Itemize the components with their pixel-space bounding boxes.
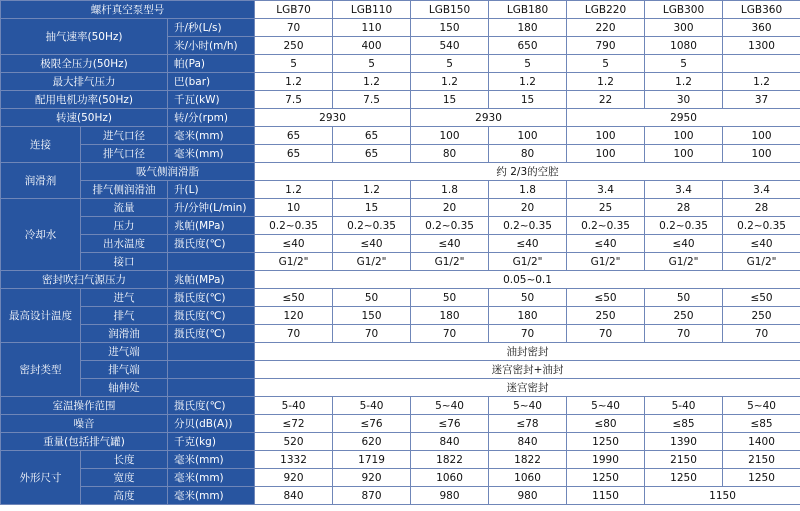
value-cell: 5: [411, 55, 489, 73]
empty-unit: [168, 361, 255, 379]
value-cell: 180: [411, 307, 489, 325]
value-cell: 920: [333, 469, 411, 487]
value-cell: 5~40: [411, 397, 489, 415]
value-cell: 1080: [645, 37, 723, 55]
value-cell: ≤40: [255, 235, 333, 253]
value-cell: 15: [489, 91, 567, 109]
seal-shaft-row: [1, 379, 800, 397]
unit-label: 毫米(mm): [168, 469, 255, 487]
value-cell: ≤50: [255, 289, 333, 307]
sub-label: 排气端: [81, 361, 168, 379]
unit-label: 转/分(rpm): [168, 109, 255, 127]
sub-label: 流量: [81, 199, 168, 217]
value-cell: G1/2": [489, 253, 567, 271]
model-name: LGB300: [645, 1, 723, 19]
value-cell: 0.2~0.35: [333, 217, 411, 235]
value-cell: 1150: [645, 487, 800, 505]
value-cell: 2930: [411, 109, 567, 127]
seal-intake-row: [1, 343, 800, 361]
unit-label: 摄氏度(℃): [168, 235, 255, 253]
value-cell: 3.4: [645, 181, 723, 199]
unit-label: 兆帕(MPa): [168, 271, 255, 289]
value-cell: 5: [567, 55, 645, 73]
cooling-water-label: 冷却水: [1, 199, 81, 271]
value-cell: 1.2: [723, 73, 800, 91]
value-cell: 30: [645, 91, 723, 109]
value-cell: G1/2": [411, 253, 489, 271]
unit-label: 毫米(mm): [168, 451, 255, 469]
value-cell: 150: [411, 19, 489, 37]
unit-label: 毫米(mm): [168, 127, 255, 145]
value-cell: ≤40: [723, 235, 800, 253]
speed-label: 转速(50Hz): [1, 109, 168, 127]
value-cell: ≤85: [723, 415, 800, 433]
value-cell: 20: [411, 199, 489, 217]
value-cell: 100: [411, 127, 489, 145]
seal-purge-row: [1, 271, 800, 289]
value-cell: 2930: [255, 109, 411, 127]
value-cell: G1/2": [255, 253, 333, 271]
lubricant-label: 润滑剂: [1, 163, 81, 199]
value-cell: 70: [567, 325, 645, 343]
value-cell: 100: [723, 145, 800, 163]
value-cell: 1332: [255, 451, 333, 469]
value-cell: 10: [255, 199, 333, 217]
seal-purge-label: 密封吹扫气源压力: [1, 271, 168, 289]
oil-row: [1, 181, 800, 199]
value-cell: 50: [489, 289, 567, 307]
value-cell: ≤40: [645, 235, 723, 253]
value-cell: 1.8: [411, 181, 489, 199]
motor-power-label: 配用电机功率(50Hz): [1, 91, 168, 109]
value-cell: 1.8: [489, 181, 567, 199]
sub-label: 压力: [81, 217, 168, 235]
value-cell: 1300: [723, 37, 800, 55]
value-cell: 28: [723, 199, 800, 217]
value-cell: 15: [411, 91, 489, 109]
value-cell: 870: [333, 487, 411, 505]
value-cell: 1400: [723, 433, 800, 451]
sub-label: 长度: [81, 451, 168, 469]
value-cell: 22: [567, 91, 645, 109]
empty-unit: [168, 343, 255, 361]
dimensions-label: 外形尺寸: [1, 451, 81, 505]
value-cell: 2150: [645, 451, 723, 469]
outlet-diameter-row: [1, 145, 800, 163]
value-cell: 迷宫密封: [255, 379, 800, 397]
model-name: LGB220: [567, 1, 645, 19]
value-cell: ≤50: [723, 289, 800, 307]
value-cell: 1.2: [489, 73, 567, 91]
noise-label: 噪音: [1, 415, 168, 433]
sub-label: 排气口径: [81, 145, 168, 163]
value-cell: 250: [645, 307, 723, 325]
sub-label: 润滑油: [81, 325, 168, 343]
value-cell: 180: [489, 19, 567, 37]
value-cell: 1390: [645, 433, 723, 451]
value-cell: ≤40: [489, 235, 567, 253]
value-cell: 约 2/3的空腔: [255, 163, 800, 181]
value-cell: 5-40: [333, 397, 411, 415]
value-cell: 1.2: [333, 181, 411, 199]
value-cell: ≤80: [567, 415, 645, 433]
design-temp-oil-row: [1, 325, 800, 343]
model-name: LGB180: [489, 1, 567, 19]
value-cell: 2950: [567, 109, 800, 127]
value-cell: 25: [567, 199, 645, 217]
empty-unit: [168, 253, 255, 271]
value-cell: 迷宫密封+油封: [255, 361, 800, 379]
value-cell: 300: [645, 19, 723, 37]
value-cell: 150: [333, 307, 411, 325]
model-name: LGB360: [723, 1, 800, 19]
value-cell: 250: [567, 307, 645, 325]
weight-label: 重量(包括排气罐): [1, 433, 168, 451]
empty-unit: [168, 379, 255, 397]
connection-label: 连接: [1, 127, 81, 163]
value-cell: 1.2: [411, 73, 489, 91]
height-row: [1, 487, 800, 505]
value-cell: 1060: [489, 469, 567, 487]
value-cell: 70: [255, 325, 333, 343]
cooling-outlet-temp-row: [1, 235, 800, 253]
sub-label: 吸气侧润滑脂: [81, 163, 255, 181]
value-cell: 1.2: [255, 73, 333, 91]
unit-label: 米/小时(m/h): [168, 37, 255, 55]
value-cell: ≤76: [333, 415, 411, 433]
sub-label: 排气侧润滑油: [81, 181, 168, 199]
cooling-pressure-row: [1, 217, 800, 235]
sub-label: 进气: [81, 289, 168, 307]
value-cell: 65: [255, 127, 333, 145]
value-cell: 70: [255, 19, 333, 37]
unit-label: 毫米(mm): [168, 487, 255, 505]
value-cell: 980: [411, 487, 489, 505]
value-cell: 120: [255, 307, 333, 325]
value-cell: ≤72: [255, 415, 333, 433]
value-cell: 65: [255, 145, 333, 163]
operating-temp-label: 室温操作范围: [1, 397, 168, 415]
seal-exhaust-row: [1, 361, 800, 379]
sub-label: 出水温度: [81, 235, 168, 253]
value-cell: 250: [723, 307, 800, 325]
value-cell: [723, 55, 800, 73]
value-cell: 65: [333, 145, 411, 163]
max-exhaust-pressure-label: 最大排气压力: [1, 73, 168, 91]
model-header-label: 螺杆真空泵型号: [1, 1, 255, 19]
value-cell: 3.4: [567, 181, 645, 199]
value-cell: 1.2: [255, 181, 333, 199]
value-cell: 5~40: [567, 397, 645, 415]
max-design-temp-label: 最高设计温度: [1, 289, 81, 343]
value-cell: G1/2": [645, 253, 723, 271]
value-cell: 790: [567, 37, 645, 55]
pumping-speed-label: 抽气速率(50Hz): [1, 19, 168, 55]
value-cell: 100: [489, 127, 567, 145]
unit-label: 摄氏度(℃): [168, 325, 255, 343]
value-cell: 5-40: [645, 397, 723, 415]
noise-row: [1, 415, 800, 433]
pumping-speed-ls-row: [1, 19, 800, 37]
value-cell: 980: [489, 487, 567, 505]
unit-label: 摄氏度(℃): [168, 307, 255, 325]
design-temp-intake-row: [1, 289, 800, 307]
value-cell: 0.2~0.35: [411, 217, 489, 235]
value-cell: ≤40: [567, 235, 645, 253]
value-cell: 1.2: [567, 73, 645, 91]
value-cell: 28: [645, 199, 723, 217]
unit-label: 千瓦(kW): [168, 91, 255, 109]
value-cell: G1/2": [723, 253, 800, 271]
model-name: LGB70: [255, 1, 333, 19]
value-cell: 2150: [723, 451, 800, 469]
value-cell: 5~40: [489, 397, 567, 415]
value-cell: 840: [255, 487, 333, 505]
value-cell: 50: [645, 289, 723, 307]
unit-label: 帕(Pa): [168, 55, 255, 73]
value-cell: G1/2": [333, 253, 411, 271]
header-row: [1, 1, 800, 19]
sub-label: 轴伸处: [81, 379, 168, 397]
value-cell: 100: [645, 127, 723, 145]
value-cell: ≤50: [567, 289, 645, 307]
unit-label: 分贝(dB(A)): [168, 415, 255, 433]
speed-row: [1, 109, 800, 127]
max-exhaust-pressure-row: [1, 73, 800, 91]
ultimate-pressure-label: 极限全压力(50Hz): [1, 55, 168, 73]
value-cell: 7.5: [333, 91, 411, 109]
value-cell: 840: [489, 433, 567, 451]
value-cell: 70: [333, 325, 411, 343]
value-cell: 1822: [411, 451, 489, 469]
value-cell: 50: [411, 289, 489, 307]
cooling-port-row: [1, 253, 800, 271]
value-cell: 1990: [567, 451, 645, 469]
value-cell: 100: [567, 145, 645, 163]
value-cell: 0.2~0.35: [255, 217, 333, 235]
value-cell: 360: [723, 19, 800, 37]
value-cell: G1/2": [567, 253, 645, 271]
value-cell: 油封密封: [255, 343, 800, 361]
value-cell: 80: [411, 145, 489, 163]
value-cell: 50: [333, 289, 411, 307]
value-cell: 37: [723, 91, 800, 109]
value-cell: 1250: [723, 469, 800, 487]
grease-row: [1, 163, 800, 181]
value-cell: 100: [723, 127, 800, 145]
sub-label: 进气端: [81, 343, 168, 361]
sub-label: 排气: [81, 307, 168, 325]
motor-power-row: [1, 91, 800, 109]
value-cell: 5: [489, 55, 567, 73]
value-cell: 400: [333, 37, 411, 55]
ultimate-pressure-row: [1, 55, 800, 73]
value-cell: 0.2~0.35: [489, 217, 567, 235]
value-cell: 5: [645, 55, 723, 73]
value-cell: 5: [333, 55, 411, 73]
value-cell: ≤40: [411, 235, 489, 253]
value-cell: 620: [333, 433, 411, 451]
value-cell: 110: [333, 19, 411, 37]
value-cell: 840: [411, 433, 489, 451]
value-cell: ≤78: [489, 415, 567, 433]
unit-label: 升/秒(L/s): [168, 19, 255, 37]
value-cell: ≤85: [645, 415, 723, 433]
value-cell: 1250: [567, 469, 645, 487]
value-cell: 1719: [333, 451, 411, 469]
value-cell: 180: [489, 307, 567, 325]
value-cell: 100: [567, 127, 645, 145]
value-cell: ≤40: [333, 235, 411, 253]
value-cell: 1250: [645, 469, 723, 487]
value-cell: 0.2~0.35: [723, 217, 800, 235]
unit-label: 摄氏度(℃): [168, 289, 255, 307]
weight-row: [1, 433, 800, 451]
value-cell: 15: [333, 199, 411, 217]
value-cell: 70: [723, 325, 800, 343]
value-cell: 540: [411, 37, 489, 55]
value-cell: 0.05~0.1: [255, 271, 800, 289]
width-row: [1, 469, 800, 487]
value-cell: 100: [645, 145, 723, 163]
value-cell: 520: [255, 433, 333, 451]
unit-label: 毫米(mm): [168, 145, 255, 163]
sub-label: 宽度: [81, 469, 168, 487]
value-cell: 220: [567, 19, 645, 37]
value-cell: 1150: [567, 487, 645, 505]
operating-temp-row: [1, 397, 800, 415]
seal-type-label: 密封类型: [1, 343, 81, 397]
value-cell: 920: [255, 469, 333, 487]
model-name: LGB150: [411, 1, 489, 19]
unit-label: 巴(bar): [168, 73, 255, 91]
unit-label: 升(L): [168, 181, 255, 199]
value-cell: 1.2: [333, 73, 411, 91]
value-cell: ≤76: [411, 415, 489, 433]
value-cell: 5-40: [255, 397, 333, 415]
unit-label: 摄氏度(℃): [168, 397, 255, 415]
inlet-diameter-row: [1, 127, 800, 145]
value-cell: 3.4: [723, 181, 800, 199]
value-cell: 70: [411, 325, 489, 343]
value-cell: 250: [255, 37, 333, 55]
length-row: [1, 451, 800, 469]
sub-label: 进气口径: [81, 127, 168, 145]
value-cell: 1.2: [645, 73, 723, 91]
value-cell: 80: [489, 145, 567, 163]
value-cell: 0.2~0.35: [645, 217, 723, 235]
unit-label: 兆帕(MPa): [168, 217, 255, 235]
value-cell: 1060: [411, 469, 489, 487]
value-cell: 65: [333, 127, 411, 145]
value-cell: 7.5: [255, 91, 333, 109]
model-name: LGB110: [333, 1, 411, 19]
value-cell: 5: [255, 55, 333, 73]
unit-label: 升/分钟(L/min): [168, 199, 255, 217]
sub-label: 高度: [81, 487, 168, 505]
sub-label: 接口: [81, 253, 168, 271]
unit-label: 千克(kg): [168, 433, 255, 451]
value-cell: 5~40: [723, 397, 800, 415]
value-cell: 70: [645, 325, 723, 343]
design-temp-exhaust-row: [1, 307, 800, 325]
value-cell: 1250: [567, 433, 645, 451]
value-cell: 0.2~0.35: [567, 217, 645, 235]
value-cell: 650: [489, 37, 567, 55]
value-cell: 70: [489, 325, 567, 343]
value-cell: 20: [489, 199, 567, 217]
cooling-flow-row: [1, 199, 800, 217]
value-cell: 1822: [489, 451, 567, 469]
